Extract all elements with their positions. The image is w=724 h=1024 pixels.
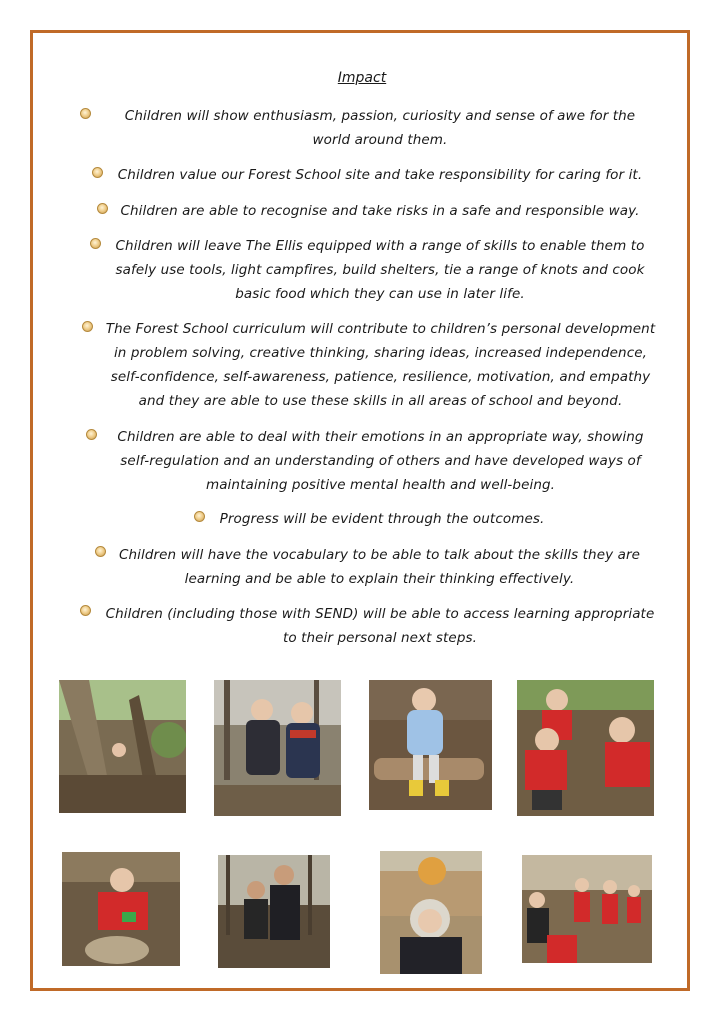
impact-item-4: Children will leave The Ellis equipped with a range of skills to enable them to safely use tools, light campfires, build shelters, tie a range of knots and cook basic food which they can use in later life. (115, 238, 645, 302)
impact-item-8: Children will have the vocabulary to be able to talk about the skills they are learning and be able to explain their thinking effectively. (118, 547, 641, 587)
photo-group-playground (522, 855, 652, 963)
impact-item-2: Children value our Forest School site and take responsibility for caring for it. (117, 167, 643, 183)
impact-item-5: The Forest School curriculum will contribute to children’s personal development in problem solving, creative thinking, sharing ideas, increased independence, self-confidence, self-awareness, patience, resilience, motivation, and empathy and they are able to use these skills in all areas of school and beyond. (105, 321, 656, 409)
bullet-icon (95, 546, 106, 557)
photo-two-children-hats (214, 680, 341, 816)
bullet-icon (82, 321, 93, 332)
bullet-icon (90, 238, 101, 249)
impact-item-7: Progress will be evident through the outcomes. (219, 511, 545, 527)
photo-boy-sawing (62, 852, 180, 966)
bullet-icon (92, 167, 103, 178)
photo-boys-red-jumpers (517, 680, 654, 816)
impact-item-1: Children will show enthusiasm, passion, curiosity and sense of awe for the world around them. (124, 108, 636, 148)
bullet-icon (97, 203, 108, 214)
bullet-icon (80, 605, 91, 616)
photo-girl-leaf (380, 851, 482, 974)
bullet-icon (194, 511, 205, 522)
photo-two-boys-woods (218, 855, 330, 968)
photo-tree-shelter (59, 680, 186, 813)
photo-girl-on-log (369, 680, 492, 810)
bullet-icon (86, 429, 97, 440)
impact-item-6: Children are able to deal with their emotions in an appropriate way, showing self-regulation and an understanding of others and have developed ways of maintaining positive mental health and well-being. (117, 429, 644, 493)
impact-item-9: Children (including those with SEND) will be able to access learning appropriate to their personal next steps. (105, 606, 655, 646)
page-title: Impact (337, 70, 387, 86)
bullet-icon (80, 108, 91, 119)
impact-item-3: Children are able to recognise and take risks in a safe and responsible way. (120, 203, 640, 219)
